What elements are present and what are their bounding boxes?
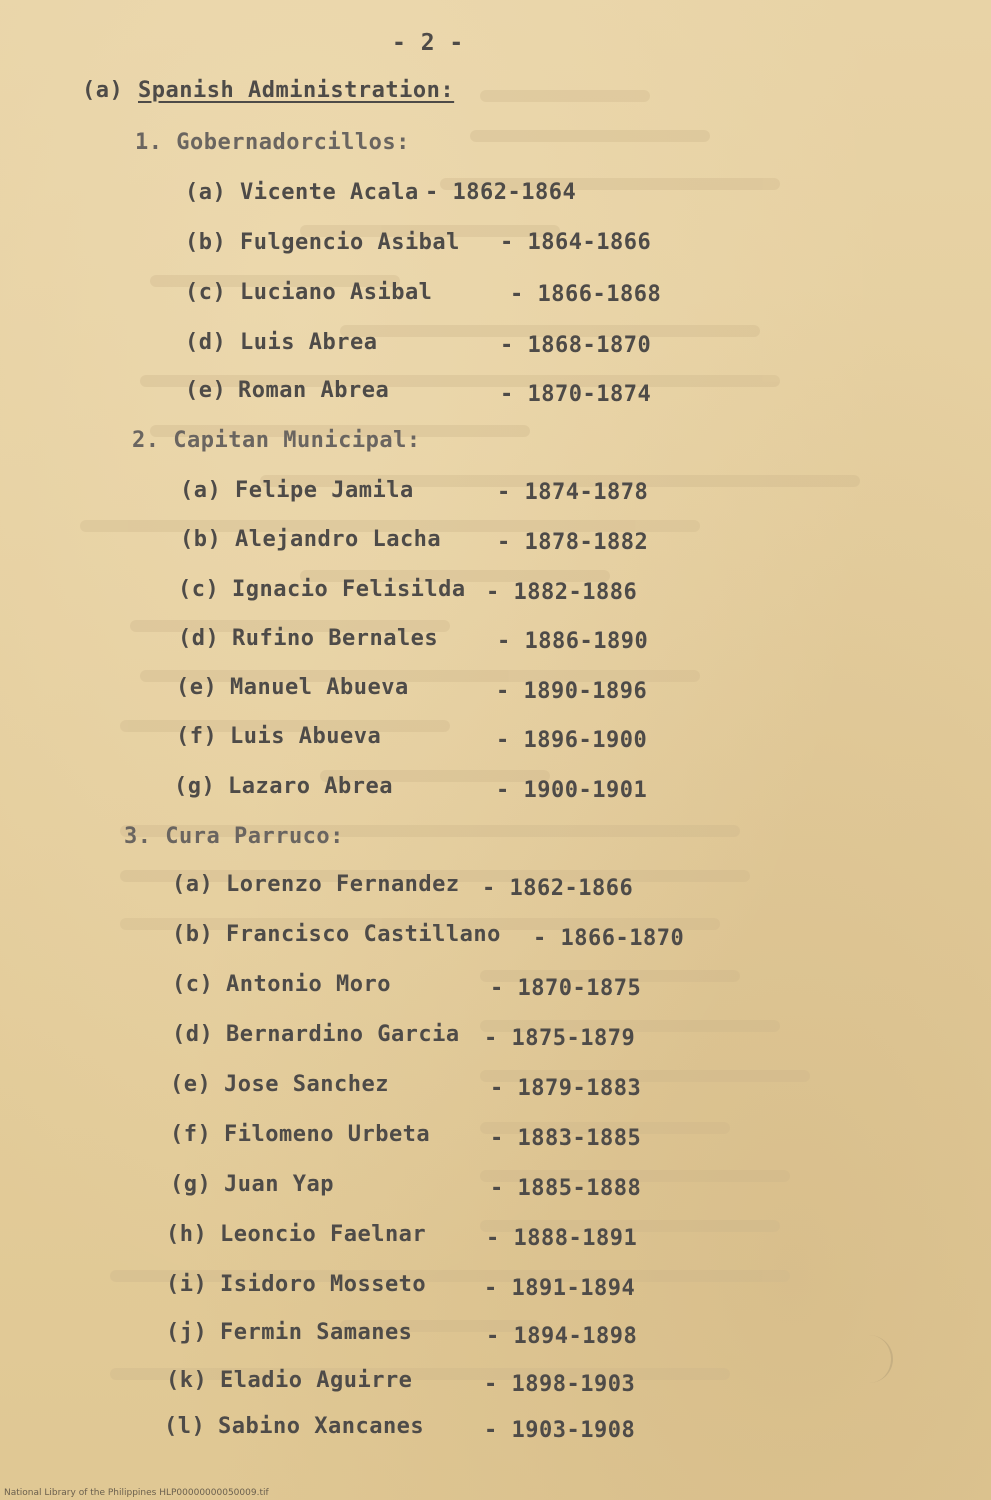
list-item-letter: (d) bbox=[178, 626, 220, 651]
list-item-letter: (e) bbox=[170, 1072, 212, 1097]
list-item-dates: - 1883-1885 bbox=[490, 1126, 642, 1151]
list-item-dates: - 1864-1866 bbox=[500, 230, 652, 255]
list-item-letter: (e) bbox=[176, 675, 218, 700]
list-item-name: Lazaro Abrea bbox=[228, 774, 393, 799]
list-item-name: Luciano Asibal bbox=[240, 280, 433, 305]
list-item-name: Jose Sanchez bbox=[224, 1072, 389, 1097]
list-item-letter: (b) bbox=[172, 922, 214, 947]
list-item-dates: - 1903-1908 bbox=[484, 1418, 636, 1443]
list-item-letter: (i) bbox=[166, 1272, 208, 1297]
list-item-name: Filomeno Urbeta bbox=[224, 1122, 431, 1147]
page-number: - 2 - bbox=[392, 30, 464, 56]
list-item-letter: (h) bbox=[166, 1222, 208, 1247]
group-heading-capitan-municipal: 2. Capitan Municipal: bbox=[132, 428, 421, 453]
list-item-name: Francisco Castillano bbox=[226, 922, 501, 947]
list-item-letter: (b) bbox=[180, 527, 222, 552]
list-item-name: Rufino Bernales bbox=[232, 626, 439, 651]
list-item-name: Isidoro Mosseto bbox=[220, 1272, 427, 1297]
list-item-letter: (e) bbox=[185, 378, 227, 403]
list-item-name: Luis Abueva bbox=[230, 724, 382, 749]
list-item-name: Fulgencio Asibal bbox=[240, 230, 460, 255]
list-item-letter: (a) bbox=[185, 180, 227, 205]
list-item-dates: - 1879-1883 bbox=[490, 1076, 642, 1101]
list-item-dates: - 1870-1875 bbox=[490, 976, 642, 1001]
section-marker: (a) bbox=[82, 78, 124, 103]
list-item-name: Sabino Xancanes bbox=[218, 1414, 425, 1439]
list-item-dates: - 1878-1882 bbox=[497, 530, 649, 555]
list-item-name: Vicente Acala bbox=[240, 180, 419, 205]
list-item-letter: (g) bbox=[174, 774, 216, 799]
list-item-dates: - 1862-1866 bbox=[482, 876, 634, 901]
list-item-letter: (f) bbox=[176, 724, 218, 749]
list-item-name: Lorenzo Fernandez bbox=[226, 872, 460, 897]
list-item-dates: - 1885-1888 bbox=[490, 1176, 642, 1201]
list-item-dates: - 1875-1879 bbox=[484, 1026, 636, 1051]
list-item-name: Manuel Abueva bbox=[230, 675, 409, 700]
list-item-dates: - 1866-1868 bbox=[510, 282, 662, 307]
list-item-name: Leoncio Faelnar bbox=[220, 1222, 427, 1247]
list-item-letter: (d) bbox=[185, 330, 227, 355]
list-item-dates: - 1890-1896 bbox=[496, 679, 648, 704]
list-item-letter: (a) bbox=[180, 478, 222, 503]
list-item-dates: - 1888-1891 bbox=[486, 1226, 638, 1251]
list-item-name: Bernardino Garcia bbox=[226, 1022, 460, 1047]
list-item-dates: - 1882-1886 bbox=[486, 580, 638, 605]
list-item-dates: - 1874-1878 bbox=[497, 480, 649, 505]
scan-footer-caption: National Library of the Philippines HLP00000000050009.tif bbox=[4, 1488, 269, 1498]
group-heading-cura-parruco: 3. Cura Parruco: bbox=[124, 824, 344, 849]
list-item-name: Alejandro Lacha bbox=[235, 527, 442, 552]
list-item-dates: - 1866-1870 bbox=[533, 926, 685, 951]
list-item-name: Antonio Moro bbox=[226, 972, 391, 997]
list-item-dates: - 1870-1874 bbox=[500, 382, 652, 407]
list-item-name: Juan Yap bbox=[224, 1172, 334, 1197]
list-item-dates: - 1896-1900 bbox=[496, 728, 648, 753]
list-item-dates: - 1868-1870 bbox=[500, 333, 652, 358]
list-item-name: Ignacio Felisilda bbox=[232, 577, 466, 602]
list-item-letter: (l) bbox=[164, 1414, 206, 1439]
list-item-letter: (b) bbox=[185, 230, 227, 255]
list-item-dates: - 1898-1903 bbox=[484, 1372, 636, 1397]
list-item-letter: (d) bbox=[172, 1022, 214, 1047]
section-title: Spanish Administration: bbox=[138, 78, 455, 103]
list-item-name: Fermin Samanes bbox=[220, 1320, 413, 1345]
list-item-dates: - 1886-1890 bbox=[497, 629, 649, 654]
list-item-letter: (c) bbox=[185, 280, 227, 305]
list-item-name: Roman Abrea bbox=[238, 378, 390, 403]
list-item-letter: (a) bbox=[172, 872, 214, 897]
list-item-letter: (c) bbox=[172, 972, 214, 997]
list-item-letter: (f) bbox=[170, 1122, 212, 1147]
list-item-name: Luis Abrea bbox=[240, 330, 378, 355]
list-item-letter: (k) bbox=[166, 1368, 208, 1393]
list-item-dates: - 1900-1901 bbox=[496, 778, 648, 803]
list-item-dates: - 1894-1898 bbox=[486, 1324, 638, 1349]
list-item-letter: (j) bbox=[166, 1320, 208, 1345]
list-item-name: Felipe Jamila bbox=[235, 478, 414, 503]
list-item-letter: (c) bbox=[178, 577, 220, 602]
group-heading-gobernadorcillos: 1. Gobernadorcillos: bbox=[135, 130, 410, 155]
list-item-dates: - 1862-1864 bbox=[425, 180, 577, 205]
list-item-letter: (g) bbox=[170, 1172, 212, 1197]
list-item-name: Eladio Aguirre bbox=[220, 1368, 413, 1393]
list-item-dates: - 1891-1894 bbox=[484, 1276, 636, 1301]
